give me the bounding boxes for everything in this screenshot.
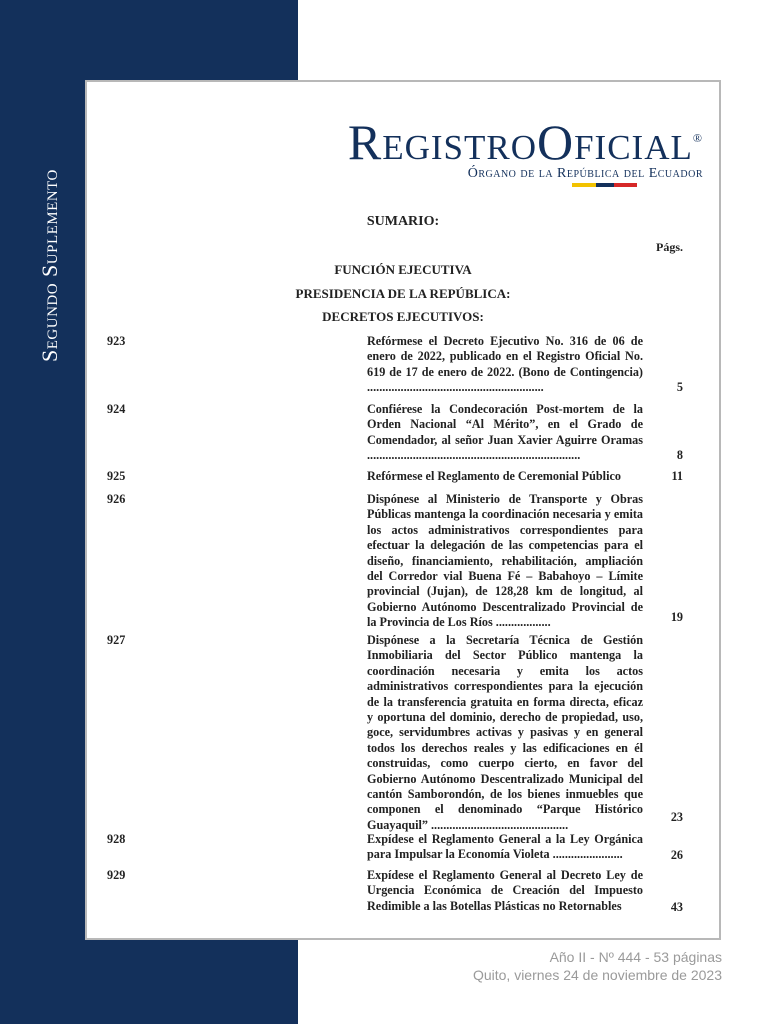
- section-heading: FUNCIÓN EJECUTIVA: [334, 262, 472, 277]
- decree-text: Expídese el Reglamento General al Decreto Ley de Urgencia Económica de Creación del Impuesto Redimible a las Botellas Plásticas no Retornables: [367, 868, 643, 913]
- subsection-heading: PRESIDENCIA DE LA REPÚBLICA:: [295, 286, 511, 301]
- registro-oficial-logo: [348, 116, 703, 182]
- decree-text: Dispónese al Ministerio de Transporte y Obras Públicas mantenga la coordinación necesaria y emita los actos administrativos correspondientes para efectuar la delegación de las competencias para el diseño, financiamiento, rehabilitación, ampliación del Corredor vial Buena Fé – Babahoyo – Límite provincial (Jujan), de 128,28 km de longitud, al Gobierno Autónomo Descentralizado Provincial de la Provincia de Los Ríos ..................: [367, 492, 643, 630]
- sumario-title: SUMARIO:: [366, 214, 440, 229]
- decree-number: 927: [107, 633, 126, 647]
- logo-subtitle: Órgano de la República del Ecuador: [467, 166, 703, 181]
- decree-number: 923: [107, 334, 126, 348]
- decree-page: 8: [676, 448, 683, 462]
- decree-text: Refórmese el Reglamento de Ceremonial Público: [367, 469, 621, 483]
- decree-page: 26: [670, 848, 683, 862]
- decree-number: 928: [107, 832, 126, 846]
- flag-yellow: [572, 183, 596, 187]
- decree-number: 924: [107, 402, 126, 416]
- decree-number: 929: [107, 868, 126, 882]
- decree-text: Dispónese a la Secretaría Técnica de Gestión Inmobiliaria del Sector Público mantenga la coordinación necesaria y emita los actos administrativos correspondientes para la ejecución de la transferencia gratuita en forma directa, eficaz y oportuna del dominio, derecho de propiedad, uso, goce, servidumbres activas y pasivas y en general todos los derechos reales y las edificaciones en él construidas, como cuerpo cierto, en favor del Gobierno Autónomo Descentralizado Municipal del cantón Samborondón, de los bienes inmuebles que componen el denominado “Parque Histórico Guayaquil” .............................................: [367, 633, 643, 832]
- decree-page: 43: [670, 900, 683, 914]
- issue-date: Quito, viernes 24 de noviembre de 2023: [472, 967, 722, 983]
- decree-text: Confiérese la Condecoración Post-mortem de la Orden Nacional “Al Mérito”, en el Grado de Comendador, al señor Juan Xavier Aguirre Oramas ......................................................................: [367, 402, 643, 463]
- decree-text: Expídese el Reglamento General a la Ley Orgánica para Impulsar la Economía Violeta .......................: [367, 832, 643, 862]
- supplement-title: Segundo Suplemento: [37, 169, 62, 362]
- summary-frame: [85, 80, 721, 940]
- issue-info: [473, 948, 722, 984]
- flag-blue: [596, 183, 614, 187]
- decree-number: 926: [107, 492, 126, 506]
- decree-page: 19: [670, 610, 683, 624]
- decree-page: 5: [676, 380, 683, 394]
- logo-wordmark: RegistroOficial: [347, 114, 693, 170]
- flag-stripe: [572, 183, 637, 187]
- flag-red: [614, 183, 637, 187]
- registered-mark: ®: [692, 131, 703, 145]
- decree-page: 11: [671, 469, 683, 483]
- group-heading: DECRETOS EJECUTIVOS:: [322, 309, 484, 324]
- decree-page: 23: [670, 810, 683, 824]
- pages-label: Págs.: [656, 240, 683, 254]
- issue-number: Año II - Nº 444 - 53 páginas: [549, 949, 722, 965]
- decree-number: 925: [107, 469, 126, 483]
- decree-text: Refórmese el Decreto Ejecutivo No. 316 de 06 de enero de 2022, publicado en el Registro Oficial No. 619 de 17 de enero de 2022. (Bono de Contingencia) ..........................................................: [367, 334, 643, 395]
